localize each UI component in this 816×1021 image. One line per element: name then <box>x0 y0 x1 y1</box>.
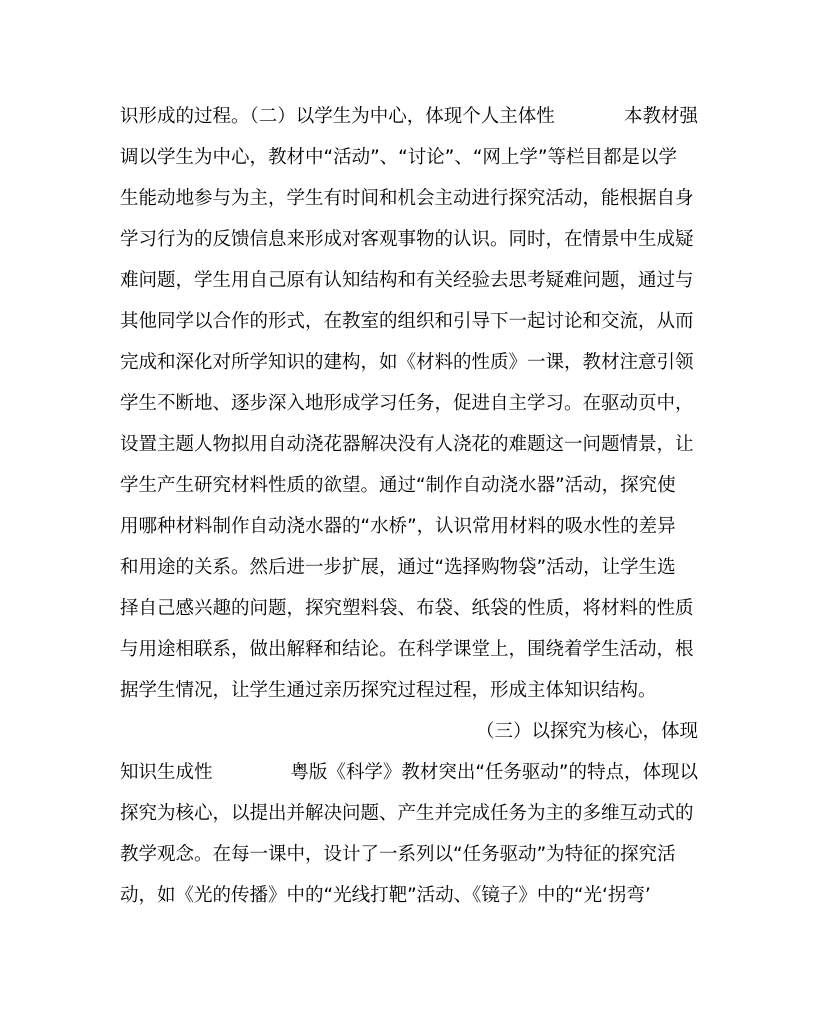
text-line-8-content: 学生不断地、逐步深入地形成学习任务，促进自主学习。在驱动页中， <box>120 393 694 414</box>
text-line-20 <box>120 881 698 911</box>
text-line-5-content: 难问题，学生用自己原有认知结构和有关经验去思考疑难问题，通过与 <box>120 270 694 291</box>
text-line-20-content: 动，如《光的传播》中的“光线打靶”活动、《镜子》中的“光‘拐弯’ <box>120 885 651 906</box>
section-heading-3: （三）以探究为核心，体现 <box>475 721 698 742</box>
text-line-11-content: 用哪种材料制作自动浇水器的“水桥”，认识常用材料的吸水性的差异 <box>120 516 676 537</box>
text-line-19-content: 教学观念。在每一课中，设计了一系列以“任务驱动”为特征的探究活 <box>120 844 676 865</box>
text-line-3-content: 生能动地参与为主，学生有时间和机会主动进行探究活动，能根据自身 <box>120 188 694 209</box>
text-line-9 <box>120 430 698 460</box>
text-line-7 <box>120 348 698 378</box>
text-line-12 <box>120 553 698 583</box>
text-line-8 <box>120 389 698 419</box>
text-line-1 <box>120 102 698 132</box>
text-line-2-content: 调以学生为中心，教材中“活动”、“讨论”、“网上学”等栏目都是以学 <box>120 147 678 168</box>
text-line-16 <box>120 717 698 747</box>
text-line-15-content: 据学生情况，让学生通过亲历探究过程过程，形成主体知识结构。 <box>120 680 657 701</box>
text-line-10-content: 学生产生研究材料性质的欲望。通过“制作自动浇水器”活动，探究使 <box>120 475 676 496</box>
text-line-1-part-b: 本教材强 <box>623 106 698 127</box>
text-line-12-content: 和用途的关系。然后进一步扩展，通过“选择购物袋”活动，让学生选 <box>120 557 676 578</box>
text-line-14-content: 与用途相联系，做出解释和结论。在科学课堂上，围绕着学生活动，根 <box>120 639 694 660</box>
text-line-17 <box>120 758 698 788</box>
text-line-2 <box>120 143 698 173</box>
text-line-9-content: 设置主题人物拟用自动浇花器解决没有人浇花的难题这一问题情景，让 <box>120 434 694 455</box>
text-line-13 <box>120 594 698 624</box>
text-line-7-content: 完成和深化对所学知识的建构，如《材料的性质》一课，教材注意引领 <box>120 352 694 373</box>
text-line-10 <box>120 471 698 501</box>
text-line-13-content: 择自己感兴趣的问题，探究塑料袋、布袋、纸袋的性质，将材料的性质 <box>120 598 694 619</box>
text-line-1-part-a: 识形成的过程。（二）以学生为中心，体现个人主体性 <box>120 106 555 127</box>
text-line-11 <box>120 512 698 542</box>
text-line-14 <box>120 635 698 665</box>
text-line-6 <box>120 307 698 337</box>
text-line-5 <box>120 266 698 296</box>
text-line-3 <box>120 184 698 214</box>
text-line-15 <box>120 676 698 706</box>
text-line-18 <box>120 799 698 829</box>
text-line-4-content: 学习行为的反馈信息来形成对客观事物的认识。同时，在情景中生成疑 <box>120 229 694 250</box>
text-line-17-part-a: 知识生成性 <box>120 762 213 783</box>
text-line-4 <box>120 225 698 255</box>
text-line-6-content: 其他同学以合作的形式，在教室的组织和引导下一起讨论和交流，从而 <box>120 311 694 332</box>
text-line-18-content: 探究为核心，以提出并解决问题、产生并完成任务为主的多维互动式的 <box>120 803 694 824</box>
text-line-19 <box>120 840 698 870</box>
text-line-17-part-b: 粤版《科学》教材突出“任务驱动”的特点，体现以 <box>290 762 698 783</box>
